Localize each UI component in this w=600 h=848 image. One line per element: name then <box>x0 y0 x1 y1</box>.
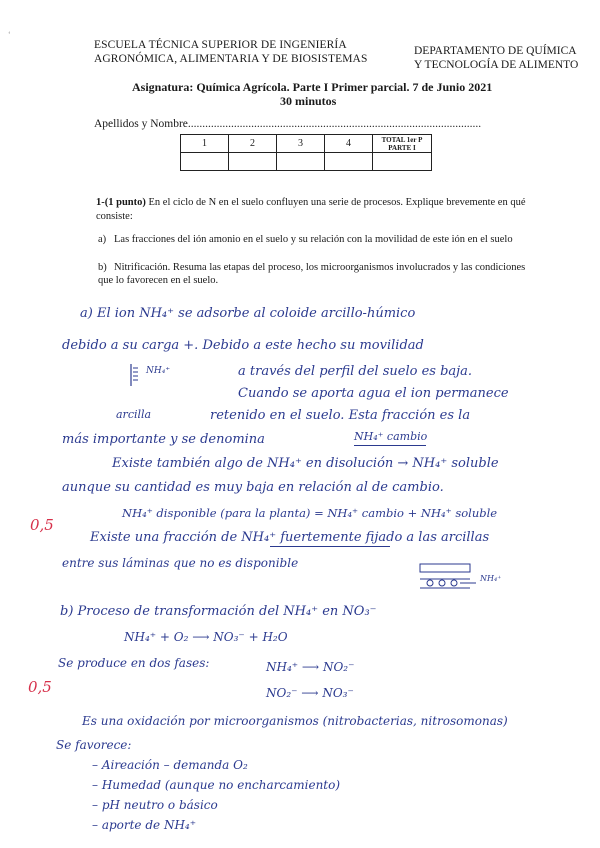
total-label-2: PARTE I <box>388 143 416 152</box>
grade-mark-a: 0,5 <box>30 516 54 534</box>
school-name <box>94 38 367 66</box>
answer-a-line-8: aunque su cantidad es muy baja en relación al de cambio. <box>62 480 444 495</box>
answer-b-line-7: – Aireación – demanda O₂ <box>92 758 248 772</box>
question-part-b <box>98 261 528 287</box>
school-line-2: AGRONÓMICA, ALIMENTARIA Y DE BIOSISTEMAS <box>94 53 368 65</box>
answer-a-line-6: más importante y se denomina <box>62 432 265 447</box>
answer-b-eq-2: NO₂⁻ ⟶ NO₃⁻ <box>266 686 354 700</box>
answer-b-eq-1: NH₄⁺ ⟶ NO₂⁻ <box>266 660 355 674</box>
answer-a-line-11: entre sus láminas que no es disponible <box>62 556 299 570</box>
answer-a-line-2: debido a su carga +. Debido a este hecho su movilidad <box>62 338 424 353</box>
grade-cell-1 <box>181 153 229 171</box>
answer-a-line-7: Existe también algo de NH₄⁺ en disolución → NH₄⁺ soluble <box>112 456 499 471</box>
grade-mark-b: 0,5 <box>28 678 52 696</box>
name-dots: ...................................................................................................... <box>187 118 482 130</box>
question-number: 1-(1 punto) <box>96 197 146 208</box>
answer-b-line-2: NH₄⁺ + O₂ ⟶ NO₃⁻ + H₂O <box>124 630 288 644</box>
student-name-field <box>94 118 524 130</box>
fraction-underline <box>270 546 390 547</box>
answer-b-line-9: – pH neutro o básico <box>92 798 218 812</box>
corner-mark: ʻ <box>8 30 11 39</box>
part-a-letter: a) <box>98 234 107 245</box>
answer-a-sketch-nh4: NH₄⁺ <box>146 366 171 376</box>
answer-b-line-10: – aporte de NH₄⁺ <box>92 818 197 832</box>
answer-a-term-cambio: NH₄⁺ cambio <box>354 430 428 443</box>
dept-line-1: DEPARTAMENTO DE QUÍMICA <box>414 45 577 57</box>
grade-table-header-row <box>181 135 432 153</box>
answer-b-line-6: Se favorece: <box>56 738 132 752</box>
grade-table <box>180 134 432 171</box>
grade-cell-2 <box>229 153 277 171</box>
department-name <box>414 44 578 72</box>
grade-col-total <box>373 135 432 153</box>
answer-a-line-1: a) El ion NH₄⁺ se adsorbe al coloide arcillo-húmico <box>80 306 416 321</box>
term-underline <box>354 445 426 446</box>
answer-a-line-3: a través del perfil del suelo es baja. <box>238 364 473 379</box>
part-a-text: Las fracciones del ión amonio en el suelo y su relación con la movilidad de este ión en el suelo <box>114 234 513 245</box>
answer-b-line-1: b) Proceso de transformación del NH₄⁺ en NO₃⁻ <box>60 604 377 619</box>
answer-a-line-10: Existe una fracción de NH₄⁺ fuertemente fijado a las arcillas <box>90 530 490 545</box>
answer-b-line-8: – Humedad (aunque no encharcamiento) <box>92 778 341 792</box>
answer-b-line-3: Se produce en dos fases: <box>58 656 210 670</box>
answer-a-clay-label: arcilla <box>116 408 152 421</box>
clay-layers-sketch <box>418 562 478 590</box>
total-label-1: TOTAL 1er P <box>381 135 423 144</box>
answer-a-line-9: NH₄⁺ disponible (para la planta) = NH₄⁺ cambio + NH₄⁺ soluble <box>122 506 498 520</box>
sketch-nh4-label: NH₄⁺ <box>480 574 502 583</box>
answer-b-line-5: Es una oxidación por microorganismos (nitrobacterias, nitrosomonas) <box>82 714 508 728</box>
school-line-1: ESCUELA TÉCNICA SUPERIOR DE INGENIERÍA <box>94 39 347 51</box>
part-b-text: Nitrificación. Resuma las etapas del proceso, los microorganismos involucrados y las condiciones que lo favorecen en el suelo. <box>98 262 526 286</box>
question-text: En el ciclo de N en el suelo confluyen una serie de procesos. Explique brevemente en qué consiste: <box>96 197 526 222</box>
grade-col-2: 2 <box>229 135 277 153</box>
grade-col-4: 4 <box>325 135 373 153</box>
answer-a-line-5: retenido en el suelo. Esta fracción es la <box>210 408 471 423</box>
grade-cell-total <box>373 153 432 171</box>
question-part-a <box>98 233 528 246</box>
grade-cell-4 <box>325 153 373 171</box>
dept-line-2: Y TECNOLOGÍA DE ALIMENTO <box>414 59 579 71</box>
grade-col-3: 3 <box>277 135 325 153</box>
grade-table-score-row <box>181 153 432 171</box>
part-b-letter: b) <box>98 262 107 273</box>
clay-particle-sketch <box>128 362 144 388</box>
exam-duration: 30 minutos <box>280 94 337 108</box>
exam-subject: Asignatura: Química Agrícola. Parte I Primer parcial. 7 de Junio 2021 <box>132 80 493 94</box>
name-label: Apellidos y Nombre <box>94 118 188 130</box>
grade-cell-3 <box>277 153 325 171</box>
question-statement <box>96 196 526 224</box>
answer-a-line-4: Cuando se aporta agua el ion permanece <box>238 386 509 401</box>
grade-col-1: 1 <box>181 135 229 153</box>
